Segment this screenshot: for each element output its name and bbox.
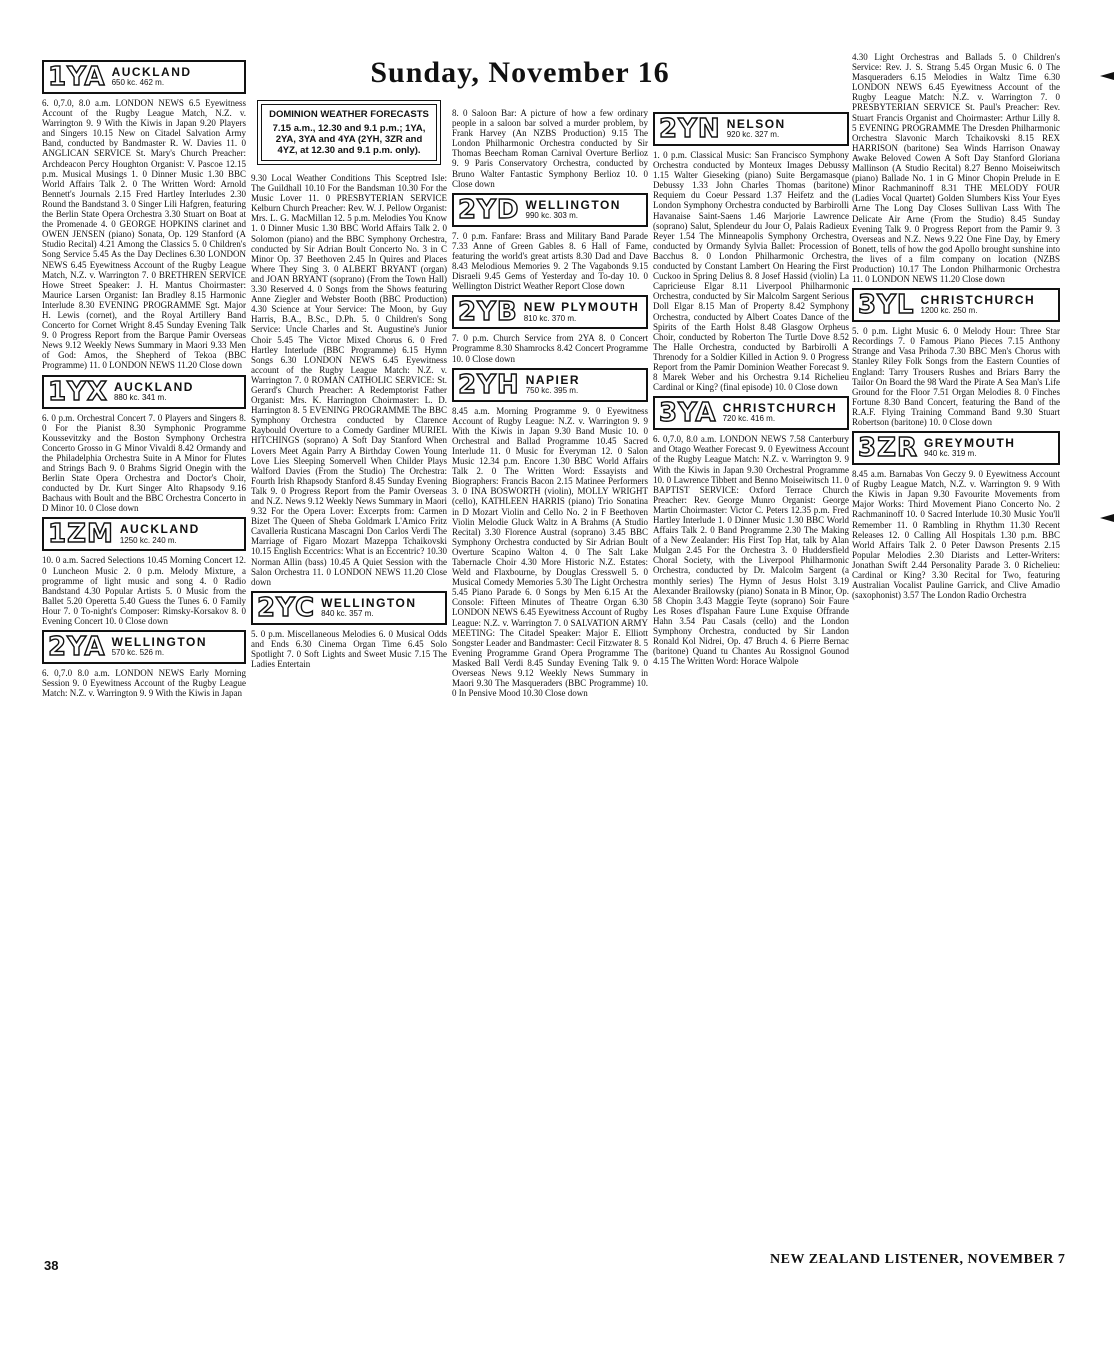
program-listing-2yn: 1. 0 p.m. Classical Music: San Francisco Symphony Orchestra conducted by Monteux Images Debussy 1.15 Walter Gieseking (piano) Suite Bergamasque Debussy 1.33 John Charles Thomas (baritone) Requiem du Coeur Pessard 1.37 Heifetz and the London Symphony Orchestra conducted by Barbirolli Havanaise Saint-Saens 1.46 Marjorie Lawrence (soprano) Salut, Splendeur du Jour O, Palais Radieux Reyer 1.54 The Minneapolis Symphony Orchestra, conducted by Ormandy Sylvia Ballet: Procession of Bacchus 8. 0 London Philharmonic Orchestra, conducted by Constant Lambert On Hearing the First Cuckoo in Spring Delius 8. 8 Josef Hassid (violin) La Capricieuse Elgar 8.11 Liverpool Philharmonic Orchestra, conducted by Sir Malcolm Sargent Serious Doll Elgar 8.15 Man of Property 8.42 Symphony Orchestra, conducted by Albert Coates Dance of the Spirits of the Earth Holst 8.48 Glasgow Orpheus Choir, conducted by Roberton The Turtle Dove 8.52 The Halle Orchestra, conducted by Barbirolli A Threnody for a Soldier Killed in Action 9. 0 Progress Report from the Pamir Dominion Weather Forecast 9. 8 Marek Weber and his Orchestra 9.14 Richelieu Cardinal or King? (final episode) 10. 0 Close down	[653, 150, 849, 393]
station-header-1yx	[42, 375, 246, 409]
station-frequency: 720 kc. 416 m.	[722, 414, 776, 424]
station-call: 1YA	[48, 62, 106, 92]
program-listing-1yx: 6. 0 p.m. Orchestral Concert 7. 0 Players and Singers 8. 0 For the Pianist 8.30 Symphonic Programme Koussevitzky and the Boston Symphony Orchestra Concerto Grosso in G Minor Vivaldi 8.42 Ormandy and the Philadelphia Orchestra Suite in A Minor for Flutes and Strings Bach 9. 0 Brahms Sigrid Onegin with the Berlin State Opera Orchestra and Doctor's Choir, conducted by Dr. Kurt Singer Alto Rhapsody 9.16 Bachaus with Boult and the BBC Orchestra Concerto in D Minor 10. 0 Close down	[42, 412, 246, 514]
station-city: NELSON	[726, 117, 786, 131]
station-header-1zm	[42, 517, 246, 551]
program-listing-3yl: 5. 0 p.m. Light Music 6. 0 Melody Hour: Three Star Recordings 7. 0 Famous Piano Pieces 7.15 Anthony Strange and Vasa Prihoda 7.30 BBC Men's Chorus with Stanley Riley Folk Songs from the Eastern Counties of England: Tarry Trousers Rushes and Briars Barry the Tailor On Board the 98 Ward the Pirate A Sea Man's Life Ground for the Floor 7.51 Organ Melodies 8. 0 Finches Fortune 8.30 Band Concert, featuring the Band of the R.A.F. Flying Training Command Band 9.30 Stuart Robertson (baritone) 10. 0 Close down	[852, 326, 1060, 427]
station-frequency: 990 kc. 303 m.	[525, 210, 578, 220]
program-listing-2yd: 7. 0 p.m. Fanfare: Brass and Military Band Parade 7.33 Anne of Green Gables 8. 6 Hall of Fame, featuring the world's great artists 8.30 Dad and Dave 8.43 Melodious Memories 9. 2 The Vagabonds 9.15 Disraeli 9.45 Gems of Yesterday and To-day 10. 0 Wellington District Weather Report Close down	[452, 230, 648, 292]
station-frequency: 810 kc. 370 m.	[523, 313, 577, 323]
page-number: 38	[44, 1258, 59, 1273]
station-frequency: 840 kc. 357 m.	[321, 609, 374, 619]
column-1	[42, 56, 246, 698]
station-header-1ya	[42, 60, 246, 94]
station-city: CHRISTCHURCH	[920, 293, 1036, 308]
program-listing-2ya-cont: 9.30 Local Weather Conditions This Sceptred Isle: The Guildhall 10.10 For the Bandsman 10.30 For the Music Lover 11. 0 PRESBYTERIAN SERVICE Kelburn Church Preacher: Rev. W. J. Pellow Organist: Mrs. L. G. MacMillan 12. 5 p.m. Melodies You Know 1. 0 Dinner Music 1.30 BBC World Affairs Talk 2. 0 Solomon (piano) and the BBC Symphony Orchestra, conducted by Sir Adrian Boult Concerto No. 3 in C Minor Op. 37 Beethoven 2.45 In Quires and Places Where They Sing 3. 0 ALBERT BRYANT (organ) and JOAN BRYANT (soprano) (From the Town Hall) 3.30 Reserved 4. 0 Songs from the Shows featuring Anne Ziegler and Webster Booth (BBC Production) 4.30 Science at Your Service: The Moon, by Guy Harris, B.A., B.Sc., D.Ph. 5. 0 Children's Song Service: Uncle Charles and St. Augustine's Junior Choir 5.45 The Victor Mixed Chorus 6. 0 Fred Hartley Interlude (BBC Programme) 6.15 Hymn Songs 6.30 LONDON NEWS 6.45 Eyewitness account of the Rugby League Match: N.Z. v. Warrington 7. 0 ROMAN CATHOLIC SERVICE: St. Gerard's Church Preacher: A Redemptorist Father Organist: Mrs. K. Harrington Choirmaster: L. D. Harrington 8. 5 EVENING PROGRAMME The BBC Symphony Orchestra conducted by Clarence Raybould Overture to a Comedy Gardiner MURIEL HITCHINGS (soprano) A Soft Day Stanford When Lovers Meet Again Parry A Birthday Cowen Young Love Lies Sleeping Somervell When Childer Plays Walford Davies (From the Studio) The Orchestra: Fourth Irish Rhapsody Stanford 8.45 Sunday Evening Talk 9. 0 Progress Report from the Pamir Overseas and N.Z. News 9.12 Weekly News Summary in Maori 9.32 For the Opera Lover: Excerpts from: Carmen Bizet The Queen of Sheba Goldmark L'Amico Fritz Cavalleria Rusticana Mascagni Don Carlos Verdi The Marriage of Figaro Mozart Mazeppa Tchaikovski 10.15 English Eccentrics: What is an Eccentric? 10.30 Norman Allin (bass) 10.45 A Quiet Session with the Salon Orchestra 11. 0 LONDON NEWS 11.20 Close down	[251, 173, 447, 587]
station-call: 2YD	[458, 194, 520, 225]
weather-body: 7.15 a.m., 12.30 and 9.1 p.m.; 1YA, 2YA, 3YA and 4YA (2YH, 3ZR and 4YZ, at 12.30 and 9.1 p.m. only).	[272, 123, 426, 156]
station-header-2yh	[452, 368, 648, 402]
program-listing-3zr: 8.45 a.m. Barnabas Von Geczy 9. 0 Eyewitness Account of Rugby League Match, N.Z. v. Warrington 9. 9 With the Kiwis in Japan 9.30 Favourite Movements from Major Works: Third Movement Piano Concerto No. 2 Rachmaninoff 10. 0 Sacred Interlude 10.30 Music You'll Remember 11. 0 Rambling in Rhythm 11.30 Recent Releases 12. 0 Calling All Hospitals 1.30 p.m. BBC World Affairs Talk 2. 0 Peter Dawson Presents 2.15 Popular Melodies 2.30 Diarists and Letter-Writers: Jonathan Swift 2.44 Personality Parade 3. 0 Richelieu: Cardinal or King? 3.30 Recital for Two, featuring Australian Vocalist Pauline Garrick, and Clive Amadio (saxophonist) 3.57 The London Radio Orchestra	[852, 469, 1060, 601]
station-city: AUCKLAND	[111, 65, 192, 79]
station-frequency: 880 kc. 341 m.	[113, 392, 167, 402]
station-frequency: 1200 kc. 250 m.	[920, 306, 978, 316]
station-city: AUCKLAND	[113, 379, 194, 394]
station-city: WELLINGTON	[525, 197, 621, 212]
station-frequency: 570 kc. 526 m.	[111, 648, 165, 658]
station-city: NAPIER	[525, 372, 581, 387]
margin-arrow-icon	[1100, 514, 1114, 522]
station-header-3zr	[852, 431, 1060, 465]
program-listing-2yc: 5. 0 p.m. Miscellaneous Melodies 6. 0 Musical Odds and Ends 6.30 Cinema Organ Time 6.45 Solo Spotlight 7. 0 Soft Lights and Sweet Music 7.15 The Ladies Entertain	[251, 628, 447, 670]
station-header-2ya	[42, 630, 246, 664]
station-city: AUCKLAND	[119, 522, 200, 537]
program-listing-1zm: 10. 0 a.m. Sacred Selections 10.45 Morning Concert 12. 0 Luncheon Music 2. 0 p.m. Melody Mixture, a programme of light music and song 4. 0 Radio Bandstand 4.30 Popular Artists 5. 0 Music from the Ballet 5.20 Operetta 5.40 Guess the Tunes 6. 0 Family Hour 7. 0 To-night's Composer: Rimsky-Korsakov 8. 0 Evening Concert 10. 0 Close down	[42, 555, 246, 627]
publication-footer: NEW ZEALAND LISTENER, NOVEMBER 7	[770, 1252, 1066, 1267]
station-frequency: 940 kc. 319 m.	[923, 449, 977, 459]
weather-heading: DOMINION WEATHER FORECASTS	[269, 109, 429, 120]
station-frequency: 750 kc. 395 m.	[525, 385, 579, 395]
station-call: 2YA	[48, 632, 106, 663]
station-header-3ya	[653, 396, 849, 430]
column-4	[653, 108, 849, 666]
station-call: 1ZM	[48, 519, 114, 550]
station-call: 2YH	[458, 369, 520, 400]
program-listing-2yb: 7. 0 p.m. Church Service from 2YA 8. 0 Concert Programme 8.30 Shamrocks 8.42 Concert Programme 10. 0 Close down	[452, 333, 648, 364]
station-header-3yl	[852, 288, 1060, 322]
station-call: 2YC	[257, 592, 316, 623]
station-header-2yc	[251, 591, 447, 625]
station-call: 2YB	[458, 297, 518, 328]
station-frequency: 1250 kc. 240 m.	[119, 535, 177, 545]
station-call: 3YA	[659, 398, 717, 429]
station-frequency: 920 kc. 327 m.	[726, 130, 780, 140]
program-listing-1ya: 6. 0,7.0, 8.0 a.m. LONDON NEWS 6.5 Eyewitness Account of the Rugby League Match, N.Z. v. Warrington 9. 9 With the Kiwis in Japan 9.20 Players and Singers 10.15 New on Citadel Salvation Army Band, conducted by Bandmaster R. W. Davies 11. 0 ANGLICAN SERVICE St. Mary's Church Preacher: Archdeacon Percy Houghton Organist: V. Pascoe 12.15 p.m. Musical Musings 1. 0 Dinner Music 1.30 BBC World Affairs Talk 2. 0 The Written Word: Arnold Bennett's Journals 2.15 Fred Hartley Interludes 2.30 Round the Bandstand 3. 0 Singer Lili Hafgren, featuring the Berlin State Opera Orchestra 3.30 Stuart on Boat at the Promenade 4. 0 GEORGE HOPKINS clarinet and OWEN JENSEN (piano) Sonata, Op. 129 Stanford (A Studio Recital) 4.21 Among the Classics 5. 0 Children's Song Service 5.45 As the Day Declines 6.30 LONDON NEWS 6.45 Eyewitness Account of the Rugby League Match, N.Z. v. Warrington 7. 0 BRETHREN SERVICE Howe Street Speaker: J. H. Mantus Choirmaster: Maurice Larsen Organist: Ian Bradley 8.15 Harmonic Interlude 8.30 EVENING PROGRAMME Sgt. Major H. Lewis (cornet), and the Royal Artillery Band Concerto for Cornet Wright 8.45 Sunday Evening Talk 9. 0 Progress Report from the Barque Pamir Overseas News 9.12 Weekly News Summary in Maori 9.33 Men of God: Amos, the Shepherd of Tekoa (BBC Programme) 11. 0 LONDON NEWS 11.20 Close down	[42, 98, 246, 371]
weather-forecast-box	[257, 100, 441, 165]
station-city: NEW PLYMOUTH	[523, 300, 640, 315]
station-city: GREYMOUTH	[923, 436, 1016, 451]
station-header-2yb	[452, 295, 648, 329]
station-city: CHRISTCHURCH	[722, 401, 838, 416]
program-listing-3ya: 6. 0,7.0, 8.0 a.m. LONDON NEWS 7.58 Canterbury and Otago Weather Forecast 9. 0 Eyewitness Account of the Rugby League Match: N.Z. v. Warrington 9. 9 With the Kiwis in Japan 9.30 Orchestral Programme 10. 0 Lawrence Tibbett and Benno Moiseiwitsch 11. 0 BAPTIST SERVICE: Oxford Terrace Church Preacher: Rev. George Munro Organist: George Martin Choirmaster: Victor C. Peters 12.35 p.m. Fred Hartley Interlude 1. 0 Dinner Music 1.30 BBC World Affairs Talk 2. 0 Band Programme 2.30 The Making of a New Zealander: His First Top Hat, talk by Alan Mulgan 2.45 For the Orchestra 3. 0 Huddersfield Choral Society, with the Liverpool Philharmonic Orchestra, conducted by Dr. Malcolm Sargent (a monthly series) The Hymn of Jesus Holst 3.19 Alexander Brailowsky (piano) Sonata in B Minor, Op. 58 Chopin 3.43 Maggie Teyte (soprano) Soir Faure Les Roses d'Ispahan Faure Lune Exquise Offrande Hahn 3.54 Pau Casals (cello) and the London Symphony Orchestra, conducted by Sir Landon Ronald Kol Nidrei, Op. 47 Bruch 4. 6 Pierre Bernac (baritone) Quand tu Chantes Au Rossignol Gounod 4.15 The Written Word: Horace Walpole	[653, 434, 849, 667]
program-listing-2yc-cont: 8. 0 Saloon Bar: A picture of how a few ordinary people in a saloon bar solved a murder problem, by Frank Harvey (An NZBS Production) 9.15 The London Philharmonic Orchestra conducted by Sir Thomas Beecham Roman Carnival Overture Berlioz 9. 9 Paris Conservatory Orchestra, conducted by Bruno Walter Fantastic Symphony Berlioz 10. 0 Close down	[452, 108, 648, 189]
station-city: WELLINGTON	[321, 595, 417, 610]
column-5	[852, 52, 1060, 600]
column-2	[251, 56, 447, 669]
station-call: 2YN	[659, 114, 721, 144]
station-city: WELLINGTON	[111, 635, 207, 650]
page-title: Sunday, November 16	[370, 56, 670, 89]
station-call: 3ZR	[858, 433, 918, 464]
station-call: 3YL	[858, 290, 915, 321]
column-3	[452, 108, 648, 698]
station-header-2yd	[452, 193, 648, 227]
program-listing-2yh: 8.45 a.m. Morning Programme 9. 0 Eyewitness Account of Rugby League: N.Z. v. Warrington 9. 9 With the Kiwis in Japan 9.30 Band Music 10. 0 Orchestral and Ballad Programme 10.45 Sacred Interlude 11. 0 Music for Everyman 12. 0 Salon Music 12.34 p.m. Encore 1.30 BBC World Affairs Talk 2. 0 The Written Word: Essayists and Biographers: Francis Bacon 2.15 Matinee Performers 3. 0 INA BOSWORTH (violin), MOLLY WRIGHT (cello), KATHLEEN HARRIS (piano) Trio Sonatina in D Mozart Violin and Cello No. 2 in F Beethoven Violin Melodie Gluck Waltz in A Brahms (A Studio Recital) 3.30 Florence Austral (soprano) 3.45 BBC Symphony Orchestra conducted by Sir Adrian Boult Overture Scapino Walton 4. 0 The Salt Lake Tabernacle Choir 4.30 More Historic N.Z. Estates: Weld and Flaxbourne, by Douglas Cresswell 5. 0 Musical Comedy Memories 5.30 The Light Orchestra 5.45 Piano Parade 6. 0 Songs by Men 6.15 At the Console: Fifteen Minutes of Theatre Organ 6.30 LONDON NEWS 6.45 Eyewitness Account of Rugby League: N.Z. v. Warrington 7. 0 SALVATION ARMY MEETING: The Citadel Speaker: Major E. Elliott Songster Leader and Bandmaster: Cecil Fitzwater 8. 5 Evening Programme Grand Opera Programme The Masked Ball Verdi 8.45 Sunday Evening Talk 9. 0 Overseas News 9.12 Weekly News Summary in Maori 9.30 The Masqueraders (BBC Programme) 10. 0 In Pensive Mood 10.30 Close down	[452, 405, 648, 699]
margin-arrow-icon	[1100, 72, 1114, 80]
program-listing-2ya: 6. 0,7.0 8.0 a.m. LONDON NEWS Early Morning Session 9. 0 Eyewitness Account of the Rugby League Match: N.Z. v. Warrington 9. 9 With the Kiwis in Japan	[42, 668, 246, 699]
station-frequency: 650 kc. 462 m.	[111, 78, 165, 88]
station-call: 1YX	[48, 376, 108, 407]
station-header-2yn	[653, 112, 849, 146]
program-listing-3ya-cont: 4.30 Light Orchestras and Ballads 5. 0 Children's Service: Rev. J. S. Strang 5.45 Organ Music 6. 0 The Masqueraders 6.15 Melodies in Waltz Time 6.30 LONDON NEWS 6.45 Eyewitness Account of the Rugby League Match: N.Z. v. Warrington 7. 0 PRESBYTERIAN SERVICE St. Paul's Preacher: Rev. Stuart Francis Organist and Choirmaster: Arthur Lilly 8. 5 EVENING PROGRAMME The Dresden Philharmonic Orchestra Slavonic March Tchaikovski 8.15 REX HARRISON (baritone) Sea Winds Harrison Onaway Awake Beloved Cowen A Soft Day Stanford Gloriana Mallinson (A Studio Recital) 8.27 Benno Moiseiwitsch (piano) Ballade No. 1 in G Minor Chopin Prelude in E Minor Rachmaninoff 8.31 THE MELODY FOUR (Ladies Vocal Quartet) Golden Slumbers Kiss Your Eyes Arne The Long Day Closes Sullivan Lass With The Delicate Air Arne (From the Studio) 8.45 Sunday Evening Talk 9. 0 Progress Report from the Pamir 9. 3 Overseas and N.Z. News 9.22 One Fine Day, by Emery Bonett, tells of how the god Apollo brought sunshine into the lives of a film company on location (NZBS Production) 10.17 The London Philharmonic Orchestra 11. 0 LONDON NEWS 11.20 Close down	[852, 52, 1060, 285]
